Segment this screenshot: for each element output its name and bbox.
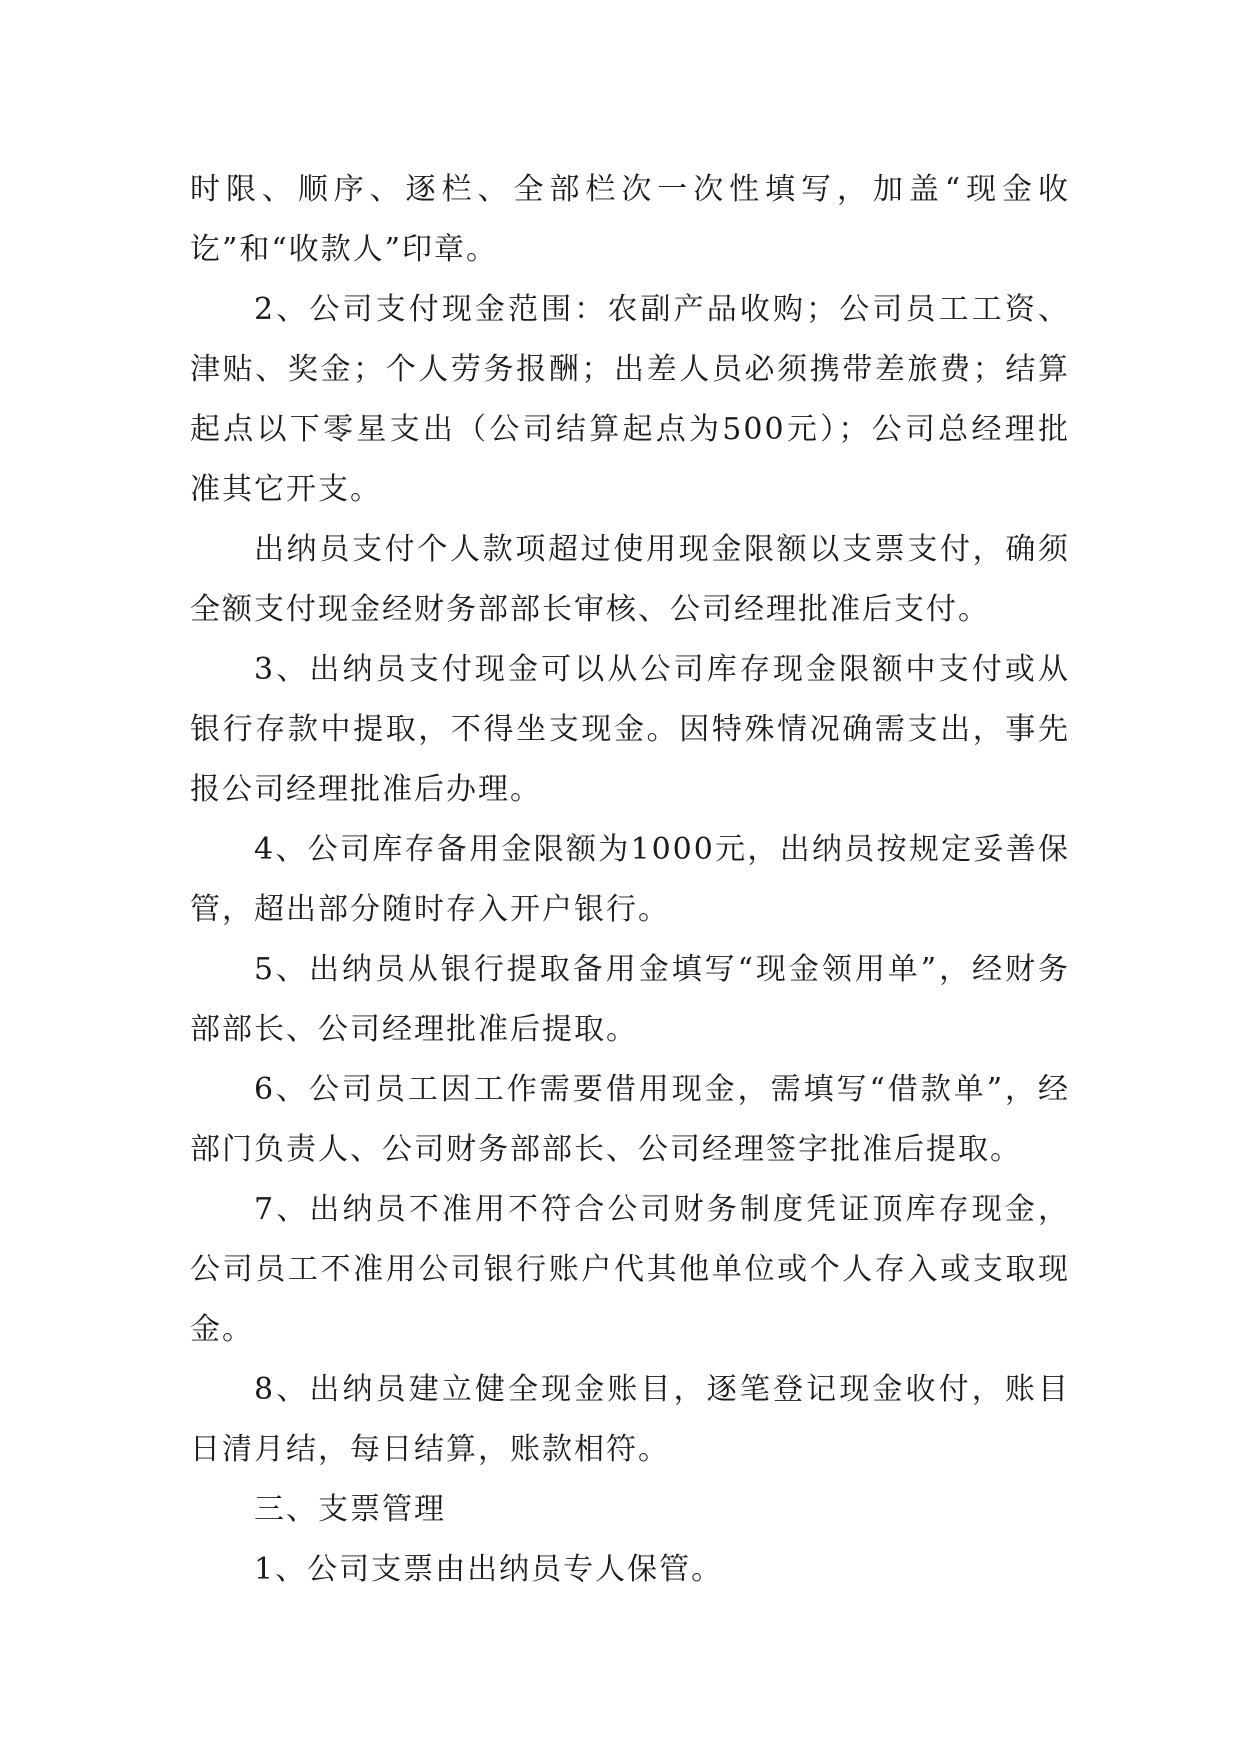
- paragraph-cheque-payment: 出纳员支付个人款项超过使用现金限额以支票支付，确须全额支付现金经财务部部长审核、公司经理批准后支付。: [190, 532, 1070, 627]
- section-heading-cheque-management: 三、支票管理: [254, 1492, 446, 1527]
- paragraph-item-7: 7、出纳员不准用不符合公司财务制度凭证顶库存现金，公司员工不准用公司银行账户代其他单位或个人存入或支取现金。: [190, 1192, 1070, 1347]
- paragraph-item-5: 5、出纳员从银行提取备用金填写“现金领用单”，经财务部部长、公司经理批准后提取。: [190, 952, 1070, 1047]
- document-body: [190, 160, 1070, 1600]
- paragraph-cheque-item-1: 1、公司支票由出纳员专人保管。: [254, 1552, 724, 1587]
- paragraph-item-2: 2、公司支付现金范围：农副产品收购；公司员工工资、津贴、奖金；个人劳务报酬；出差人员必须携带差旅费；结算起点以下零星支出（公司结算起点为500元）；公司总经理批准其它开支。: [190, 292, 1070, 507]
- paragraph-continuation: 时限、顺序、逐栏、全部栏次一次性填写，加盖“现金收讫”和“收款人”印章。: [190, 172, 1070, 267]
- paragraph-item-6: 6、公司员工因工作需要借用现金，需填写“借款单”，经部门负责人、公司财务部部长、公司经理签字批准后提取。: [190, 1072, 1070, 1167]
- paragraph-item-4: 4、公司库存备用金限额为1000元，出纳员按规定妥善保管，超出部分随时存入开户银行。: [190, 832, 1070, 927]
- paragraph-item-3: 3、出纳员支付现金可以从公司库存现金限额中支付或从银行存款中提取，不得坐支现金。因特殊情况确需支出，事先报公司经理批准后办理。: [190, 652, 1070, 807]
- paragraph-item-8: 8、出纳员建立健全现金账目，逐笔登记现金收付，账目日清月结，每日结算，账款相符。: [190, 1372, 1070, 1467]
